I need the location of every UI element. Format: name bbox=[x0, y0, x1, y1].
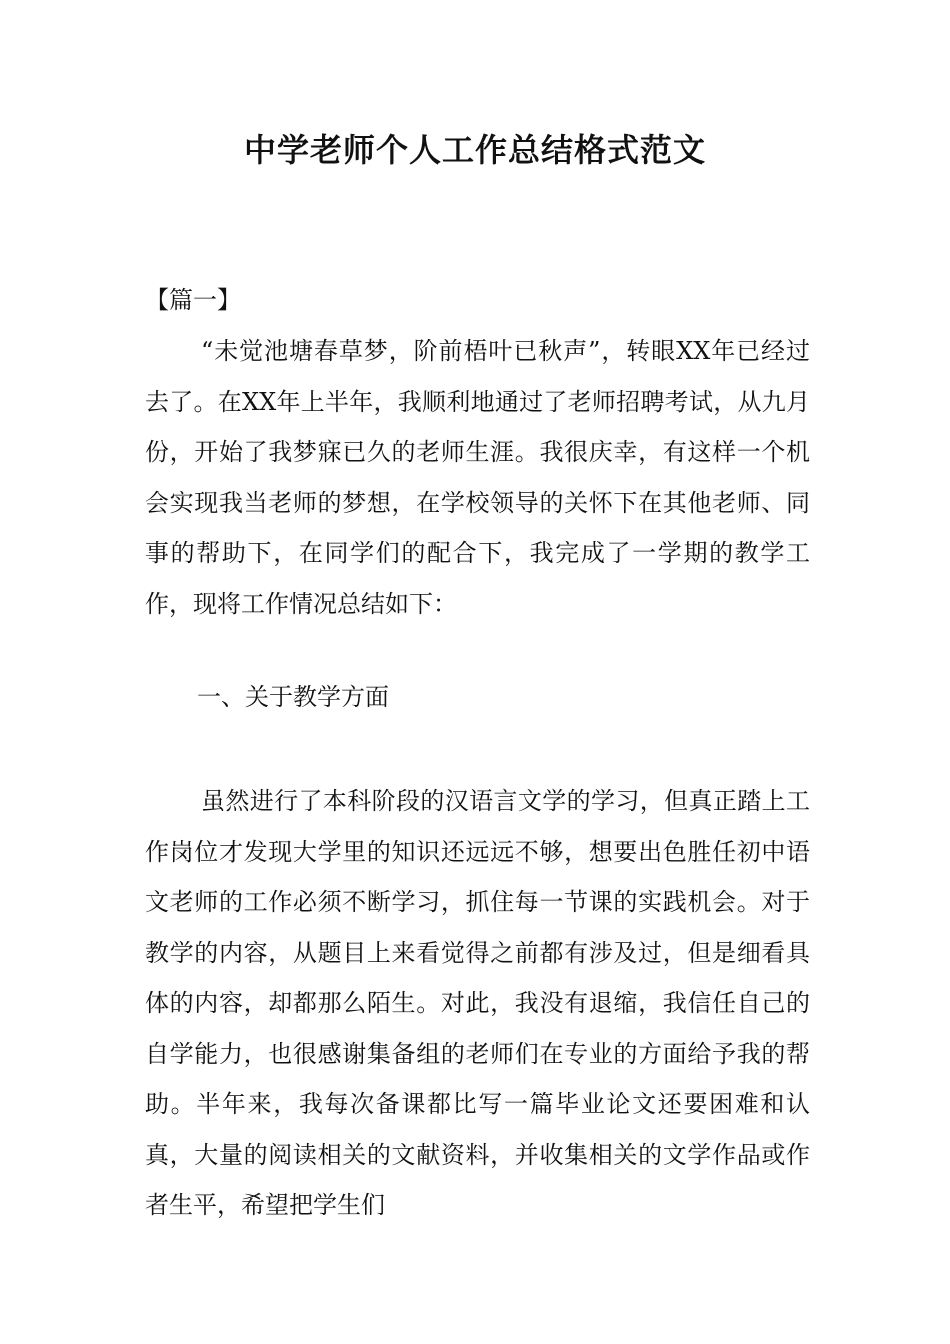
document-title: 中学老师个人工作总结格式范文 bbox=[243, 131, 706, 169]
paragraph-intro: “未觉池塘春草梦，阶前梧叶已秋声”，转眼XX年已经过去了。在XX年上半年，我顺利地通过了老师招聘考试，从九月份，开始了我梦寐已久的老师生涯。我很庆幸，有这样一个机会实现我当老师的梦想，在学校领导的关怀下在其他老师、同事的帮助下，在同学们的配合下，我完成了一学期的教学工作，现将工作情况总结如下： bbox=[145, 337, 810, 618]
section-heading-teaching: 一、关于教学方面 bbox=[197, 683, 389, 711]
section-tag: 【篇一】 bbox=[145, 286, 241, 314]
paragraph-teaching: 虽然进行了本科阶段的汉语言文学的学习，但真正踏上工作岗位才发现大学里的知识还远远不够，想要出色胜任初中语文老师的工作必须不断学习，抓住每一节课的实践机会。对于教学的内容，从题目上来看觉得之前都有涉及过，但是细看具体的内容，却都那么陌生。对此，我没有退缩，我信任自己的自学能力，也很感谢集备组的老师们在专业的方面给予我的帮助。半年来，我每次备课都比写一篇毕业论文还要困难和认真，大量的阅读相关的文献资料，并收集相关的文学作品或作者生平，希望把学生们 bbox=[145, 787, 810, 1219]
